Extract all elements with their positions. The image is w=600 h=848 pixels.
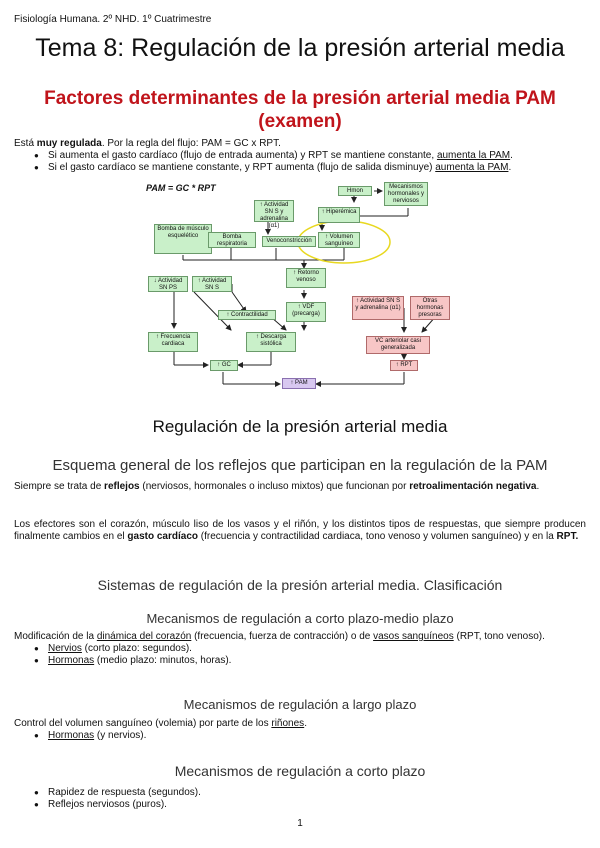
list-item: ● Si aumenta el gasto cardíaco (flujo de entrada aumenta) y RPT se mantiene constante, aumenta la PAM. xyxy=(48,150,586,162)
box-hiperemica: ↑ Hiperémica xyxy=(318,207,360,223)
running-header: Fisiología Humana. 2º NHD. 1º Cuatrimestre xyxy=(14,14,212,25)
section1-bullets xyxy=(14,150,586,174)
paragraph-efectores: Los efectores son el corazón, músculo liso de los vasos y el riñón, y los distintos tipos de respuestas, que siempre producen finalmente cambios en el gasto cardíaco (frecuencia y contractilidad cardiaca, tono venoso y volumen sanguíneo) y en la RPT. xyxy=(14,519,586,542)
box-retorno-venoso: ↑ Retorno venoso xyxy=(286,268,326,288)
corto-bullets xyxy=(14,787,586,811)
box-bomba-respiratoria: Bomba respiratoria xyxy=(208,232,256,248)
box-venoconstriccion: Venoconstricción xyxy=(262,236,316,247)
box-actividad-sns-2: ↑ Actividad SN S y adrenalina (α1) xyxy=(352,296,404,320)
list-item: ● Si el gasto cardíaco se mantiene constante, y RPT aumenta (flujo de salida disminuye) aumenta la PAM. xyxy=(48,162,586,174)
section1-intro: Está muy regulada. Por la regla del flujo: PAM = GC x RPT. ● Si aumenta el gasto cardíaco (flujo de entrada aumenta) y RPT se mantiene constante, aumenta la PAM. ● Si el gasto cardíaco se mantiene constante, y RPT aumenta (flujo de salida disminuye) aumenta la PAM. xyxy=(14,138,586,174)
section-heading-factores: Factores determinantes de la presión arterial media PAM (examen) xyxy=(44,88,556,132)
list-item: ● Rapidez de respuesta (segundos). xyxy=(48,787,586,799)
box-descarga: ↑ Descarga sistólica xyxy=(246,332,296,352)
box-actividad-ps: ↓ Actividad SN PS xyxy=(148,276,188,292)
list-item: ● Reflejos nerviosos (puros). xyxy=(48,799,586,811)
box-actividad-sns: ↑ Actividad SN S y adrenalina (α1) xyxy=(254,200,294,222)
box-pam: ↑ PAM xyxy=(282,378,316,389)
paragraph-largo: Control del volumen sanguíneo (volemia) por parte de los riñones. ● Hormonas (y nervios). xyxy=(14,718,586,742)
box-hormon: Hmon xyxy=(338,186,372,196)
box-frecuencia: ↑ Frecuencia cardiaca xyxy=(148,332,198,352)
box-volumen-sanguineo: ↑ Volumen sanguíneo xyxy=(318,232,360,248)
box-vdf: ↑ VDF (precarga) xyxy=(286,302,326,322)
paragraph-reflejos: Siempre se trata de reflejos (nerviosos, hormonales o incluso mixtos) que funcionan por retroalimentación negativa. xyxy=(14,481,540,492)
box-mecanismos: Mecanismos hormonales y nerviosos xyxy=(384,182,428,206)
diagram-formula: PAM = GC * RPT xyxy=(146,183,216,193)
subheading-corto-medio: Mecanismos de regulación a corto plazo-medio plazo xyxy=(146,611,454,626)
section-heading-regulacion: Regulación de la presión arterial media xyxy=(152,417,448,436)
list-item: ● Nervios (corto plazo: segundos). xyxy=(48,643,586,655)
paragraph-corto-medio: Modificación de la dinámica del corazón (frecuencia, fuerza de contracción) o de vasos sanguíneos (RPT, tono venoso). ● Nervios (corto plazo: segundos). ● Hormonas (medio plazo: minutos, horas). xyxy=(14,631,586,667)
subheading-esquema: Esquema general de los reflejos que participan en la regulación de la PAM xyxy=(52,457,548,474)
list-item: ● Hormonas (medio plazo: minutos, horas). xyxy=(48,655,586,667)
box-bomba-muscular: Bomba de músculo esquelético xyxy=(154,224,212,254)
box-gc: ↑ GC xyxy=(210,360,238,371)
section-heading-sistemas: Sistemas de regulación de la presión arterial media. Clasificación xyxy=(97,577,503,593)
page-number: 1 xyxy=(297,818,303,829)
page-title: Tema 8: Regulación de la presión arterial media xyxy=(35,34,565,62)
largo-bullets xyxy=(14,730,586,742)
subheading-largo: Mecanismos de regulación a largo plazo xyxy=(183,697,417,712)
box-actividad-s: ↑ Actividad SN S xyxy=(192,276,232,292)
box-contractilidad: ↑ Contractilidad xyxy=(218,310,276,320)
corto-medio-bullets xyxy=(14,643,586,667)
corto-list xyxy=(14,787,586,811)
pam-diagram xyxy=(146,180,458,395)
box-otras-hormonas: Otras hormonas presoras xyxy=(410,296,450,320)
subheading-corto: Mecanismos de regulación a corto plazo xyxy=(174,763,426,779)
list-item: ● Hormonas (y nervios). xyxy=(48,730,586,742)
box-vc-arteriolar: VC arteriolar casi generalizada xyxy=(366,336,430,354)
box-rpt: ↑ RPT xyxy=(390,360,418,371)
